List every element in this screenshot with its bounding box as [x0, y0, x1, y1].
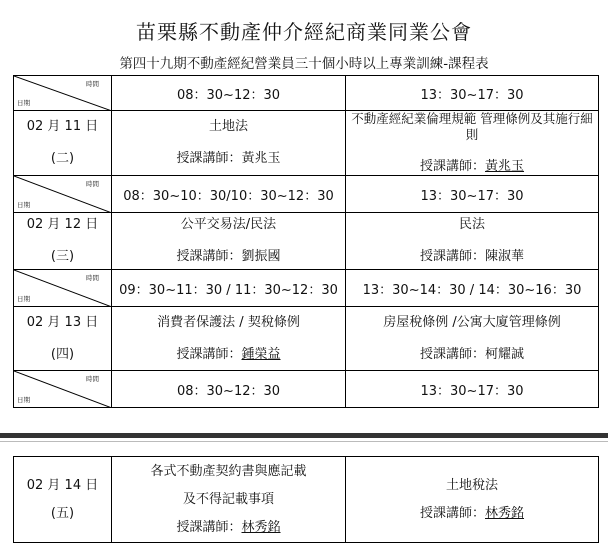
lecturer-name: 柯耀誠 [485, 346, 525, 362]
lecturer-name: 黃兆玉 [485, 159, 525, 174]
lecturer-line [346, 249, 598, 265]
day-cell [14, 307, 112, 371]
time-header-row [14, 371, 599, 408]
lecturer-line [112, 151, 345, 167]
day-weekday: (三) [50, 249, 75, 264]
time-label: 時間 [86, 80, 99, 88]
date-label: 日期 [17, 201, 30, 209]
time-slot-morning: 09：30~11：30 / 11：30~12：30 [112, 270, 346, 307]
lecturer-line [346, 506, 598, 522]
time-slot-afternoon: 13：30~17：30 [346, 176, 599, 213]
diagonal-header-cell [14, 270, 112, 307]
lecturer-name: 鍾榮益 [241, 346, 281, 362]
lecturer-line [112, 520, 345, 536]
course-name: 民法 [458, 217, 485, 232]
course-name: 土地法 [208, 119, 248, 134]
page-title: 苗栗縣不動產仲介經紀商業同業公會 [136, 20, 472, 44]
lecturer-line [346, 347, 598, 363]
diagonal-header-cell [14, 371, 112, 408]
lecturer-prefix: 授課講師： [176, 346, 242, 362]
day-row [14, 111, 599, 176]
page-break-divider [0, 433, 608, 438]
course-cell-morning [112, 111, 346, 176]
course-cell-afternoon [346, 457, 599, 543]
time-header-row [14, 270, 599, 307]
lecturer-line [112, 347, 345, 363]
time-slot-afternoon: 13：30~14：30 / 14：30~16：30 [346, 270, 599, 307]
schedule-table-page2 [13, 456, 599, 543]
course-cell-afternoon [346, 307, 599, 371]
time-header-row [14, 176, 599, 213]
schedule-table [13, 75, 599, 408]
day-cell [14, 213, 112, 270]
day-date: 02 月 14 日 [26, 477, 99, 493]
day-date: 02 月 12 日 [26, 217, 99, 232]
course-name: 消費者保護法 / 契稅條例 [157, 314, 300, 330]
lecturer-prefix: 授課講師： [419, 346, 485, 362]
day-date: 02 月 11 日 [26, 119, 99, 134]
day-cell [14, 457, 112, 543]
lecturer-prefix: 授課講師： [419, 505, 485, 521]
time-slot-morning: 08：30~12：30 [112, 76, 346, 111]
time-slot-morning: 08：30~10：30/10：30~12：30 [112, 176, 346, 213]
date-label: 日期 [17, 396, 30, 404]
diagonal-header-cell [14, 76, 112, 111]
lecturer-line [112, 249, 345, 265]
day-cell [14, 111, 112, 176]
time-label: 時間 [86, 274, 99, 282]
time-slot-morning: 08：30~12：30 [112, 371, 346, 408]
lecturer-prefix: 授課講師： [176, 519, 242, 535]
date-label: 日期 [17, 295, 30, 303]
course-name-line1: 各式不動產契約書與應記載 [150, 463, 307, 479]
course-name: 房屋稅條例 /公寓大廈管理條例 [383, 314, 561, 330]
course-cell-morning [112, 307, 346, 371]
lecturer-name: 林秀銘 [485, 505, 525, 521]
diagonal-header-cell [14, 176, 112, 213]
time-header-row [14, 76, 599, 111]
course-name: 土地稅法 [445, 477, 498, 493]
lecturer-prefix: 授課講師： [419, 249, 485, 264]
day-row [14, 213, 599, 270]
course-cell-morning [112, 457, 346, 543]
time-slot-afternoon: 13：30~17：30 [346, 76, 599, 111]
day-weekday: (二) [50, 151, 75, 166]
lecturer-name: 林秀銘 [241, 519, 281, 535]
lecturer-prefix: 授課講師： [176, 249, 242, 264]
day-row [14, 307, 599, 371]
time-label: 時間 [86, 375, 99, 383]
time-slot-afternoon: 13：30~17：30 [346, 371, 599, 408]
course-name: 公平交易法/民法 [180, 217, 277, 232]
day-weekday: (五) [50, 505, 75, 521]
course-name-line2: 及不得記載事項 [182, 491, 274, 507]
course-name: 不動產經紀業倫理規範 管理條例及其施行細則 [351, 111, 593, 142]
course-cell-afternoon [346, 111, 599, 176]
lecturer-name: 黃兆玉 [241, 151, 281, 166]
page-break-shadow [0, 441, 608, 442]
day-weekday: (四) [50, 346, 75, 362]
day-row [14, 457, 599, 543]
time-label: 時間 [86, 180, 99, 188]
course-cell-morning [112, 213, 346, 270]
lecturer-prefix: 授課講師： [419, 159, 485, 174]
lecturer-line [346, 159, 598, 175]
day-date: 02 月 13 日 [26, 314, 99, 330]
lecturer-name: 陳淑華 [485, 249, 525, 264]
lecturer-name: 劉振國 [241, 249, 281, 264]
date-label: 日期 [17, 99, 30, 107]
course-cell-afternoon [346, 213, 599, 270]
lecturer-prefix: 授課講師： [176, 151, 242, 166]
page-subtitle: 第四十九期不動產經紀營業員三十個小時以上專業訓練-課程表 [119, 56, 489, 72]
